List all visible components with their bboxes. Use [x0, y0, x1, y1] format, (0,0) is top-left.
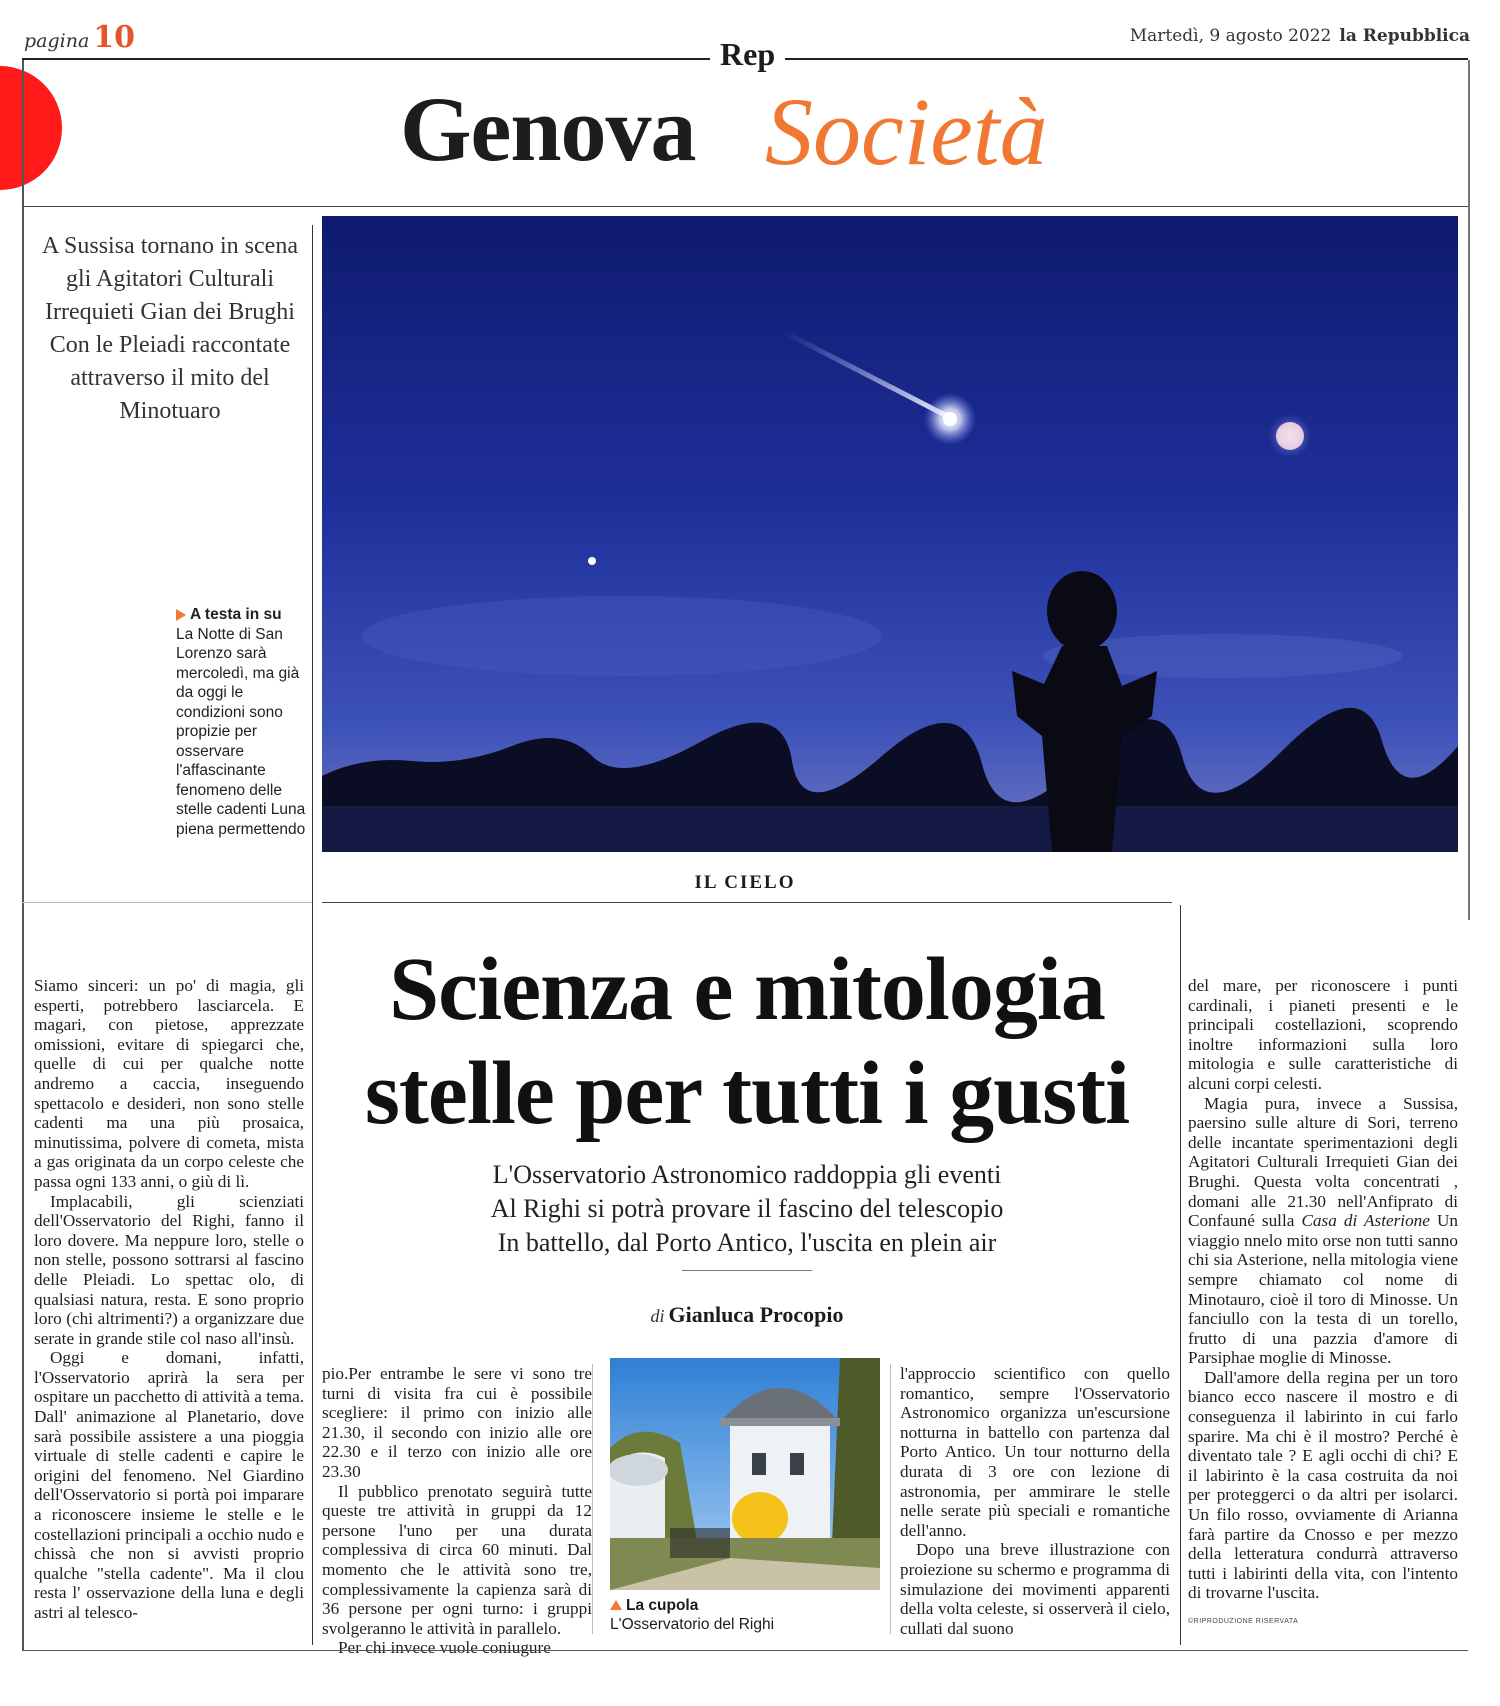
kicker-rule	[322, 902, 1172, 903]
sidebar-bottom-rule	[22, 902, 312, 903]
paragraph: Dopo una breve illustrazione con proiezione su schermo e programma di simulazione dei movimenti apparenti della volta celeste, si osserverà il cielo, cullati dal suono	[900, 1540, 1170, 1638]
paragraph: del mare, per riconoscere i punti cardinali, i pianeti presenti e le principali costellazioni, scoprendo inoltre informazioni sulla loro mitologia e sulle caratteristiche di alcuni corpi celesti.	[1188, 976, 1458, 1093]
paragraph: Implacabili, gli scienziati dell'Osservatorio del Righi, fanno il loro dovere. Ma neppure loro, stelle o non stelle, possono sottrarsi al fascino delle Pleiadi. Lo spettac olo, di qualsiasi natura, resta. E sono proprio loro (chi altrimenti?) a organizzare due serate in grande stile col naso all'insù.	[34, 1191, 304, 1348]
night-sky-illustration	[322, 216, 1458, 852]
subhead-2: Al Righi si potrà provare il fascino del telescopio	[490, 1194, 1004, 1223]
paragraph	[1188, 1094, 1458, 1368]
sidebar-rule	[312, 225, 313, 1645]
column-rule	[1180, 905, 1181, 1645]
paragraph: Siamo sinceri: un po' di magia, gli esperti, potrebbero lasciarcela. E magari, con pietose, apprezzate omissioni, evitare di spiegarci che, quelle di cui per qualche notte andremo a caccia, inseguendo spettacolo e desideri, non sono stelle cadenti ma una più prosaica, minutissima, polvere di cometa, mista a gas originata da un corpo celeste che passa ogni 133 anni, o giù di lì.	[34, 976, 304, 1191]
section-title-topic: Società	[765, 78, 1048, 185]
inset-kicker: La cupola	[626, 1597, 699, 1614]
caption-text: La Notte di San Lorenzo sarà mercoledì, ma già da oggi le condizioni sono propizie per osservare l'affascinante fenomeno delle stelle cadenti Luna piena permettendo	[176, 625, 306, 838]
newspaper-brand: la Repubblica	[1339, 26, 1470, 46]
paragraph-text: Magia pura, invece a Sussisa, paersino sulle alture di Sori, terreno delle incantate sperimentazioni degli Agitatori Culturali Irrequieti Gian dei Brughi. Questa volta concentrati , domani alle 21.30 nell'Anfiprato di Confauné sulla	[1188, 1093, 1458, 1231]
footer-rule	[22, 1650, 1468, 1651]
frame-right-rule	[1468, 60, 1470, 920]
body-column-2	[322, 1364, 592, 1658]
author-name: Gianluca Procopio	[668, 1302, 844, 1327]
red-circle-mark	[0, 66, 62, 190]
copyright-notice: ©RIPRODUZIONE RISERVATA	[1188, 1618, 1299, 1625]
inset-caption	[610, 1596, 890, 1634]
section-tag: Rep	[710, 36, 785, 73]
paragraph: pio.Per entrambe le sere vi sono tre turni di visita fra cui è possibile scegliere: il primo con inizio alle 21.30, il secondo con inizio alle ore 22.30 e il terzo con inizio alle ore 23.30	[322, 1364, 592, 1481]
triangle-right-icon	[176, 609, 186, 621]
body-column-4	[1188, 976, 1458, 1603]
paragraph: Per chi invece vuole coniugure	[338, 1638, 551, 1658]
page-number	[24, 20, 135, 55]
body-column-3	[900, 1364, 1170, 1638]
page-number-value: 10	[93, 20, 136, 55]
paragraph: Dall'amore della regina per un toro bianco ecco nascere il mostro e di conseguenza il labirinto in cui farlo sparire. Ma chi è il mostro? Perché è diventato tale ? E agli occhi di chi? E il labirinto è la casa costruita da noi per proteggerci o da altri per isolarci. Un filo rosso, ovviamente di Arianna farà partire da Cnosso e per mezzo della letteratura condurrà attraverso tutti i labirinti della vita, con l'intento di trovarne l'uscita.	[1188, 1367, 1458, 1603]
page-label: pagina	[24, 30, 90, 52]
column-rule	[890, 1364, 891, 1634]
frame-left-rule	[22, 60, 24, 1650]
night-sky-photo	[322, 216, 1458, 852]
inset-caption-text: L'Osservatorio del Righi	[610, 1616, 775, 1633]
photo-caption	[176, 605, 311, 839]
subheadlines	[322, 1158, 1172, 1260]
column-rule	[592, 1364, 593, 1634]
headline-line-2: stelle per tutti i gusti	[364, 1044, 1130, 1143]
paragraph: l'approccio scientifico con quello romantico, sempre l'Osservatorio Astronomico organizza un'escursione notturna in battello con partenza dal Porto Antico. Un tour notturno della durata di 3 ore con lezione di astronomia, per ammirare le stelle nelle serate più speciali e romantiche dell'anno.	[900, 1364, 1170, 1540]
article-kicker: IL CIELO	[694, 872, 796, 893]
sidebar-summary: A Sussisa tornano in scena gli Agitatori Culturali Irrequieti Gian dei Brughi Con le Pleiadi raccontate attraverso il mito del Minotuaro	[42, 233, 298, 424]
paragraph: Il pubblico prenotato seguirà tutte queste tre attività in gruppi da 12 persone l'uno per una durata complessiva di circa 60 minuti. Dal momento che le attività sono tre, complessivamente la capienza sarà di 36 persone per ogni turno: i gruppi svolgeranno le attività in parallelo.	[322, 1481, 592, 1638]
observatory-photo	[610, 1358, 880, 1590]
body-column-1	[34, 976, 304, 1623]
paragraph: Oggi e domani, infatti, l'Osservatorio aprirà la sera per ospitare un pacchetto di attività a tema. Dall' animazione al Planetario, dove sarà possibile assistere a una pioggia virtuale di stelle cadenti e capire le origini del fenomeno. Nel Giardino dell'Osservatorio si portà poi imparare a riconoscere insieme le stelle e le costellazioni principali a occhio nudo e chissà che non si avvisti proprio qualche "stella cadente". Ma il clou resta l' osservazione della luna e degli astri al telesco-	[34, 1348, 304, 1622]
byline-prefix: di	[650, 1306, 665, 1326]
headline	[322, 938, 1172, 1146]
paragraph-text: Un viaggio nnelo mito orse non tutti sanno chi sia Asterione, nella mitologia viene sempre chiamato col nome di Minotauro, cioè il toro di Minosse. Un fanciullo con la testa di un torello, frutto di una pazzia d'amore di Parsiphae moglie di Minosse.	[1188, 1211, 1458, 1368]
caption-kicker: A testa in su	[190, 606, 282, 623]
dateline	[1130, 26, 1470, 46]
play-title: Casa di Asterione	[1301, 1211, 1430, 1231]
subhead-1: L'Osservatorio Astronomico raddoppia gli eventi	[492, 1160, 1002, 1189]
headline-line-1: Scienza e mitologia	[389, 940, 1105, 1039]
section-title-city: Genova	[400, 78, 696, 180]
title-rule	[22, 206, 1468, 207]
byline-rule	[682, 1270, 812, 1271]
issue-date: Martedì, 9 agosto 2022	[1129, 26, 1332, 46]
subhead-3: In battello, dal Porto Antico, l'uscita en plein air	[497, 1228, 997, 1257]
byline	[322, 1302, 1172, 1328]
triangle-up-icon	[610, 1600, 622, 1610]
observatory-illustration	[610, 1358, 880, 1590]
